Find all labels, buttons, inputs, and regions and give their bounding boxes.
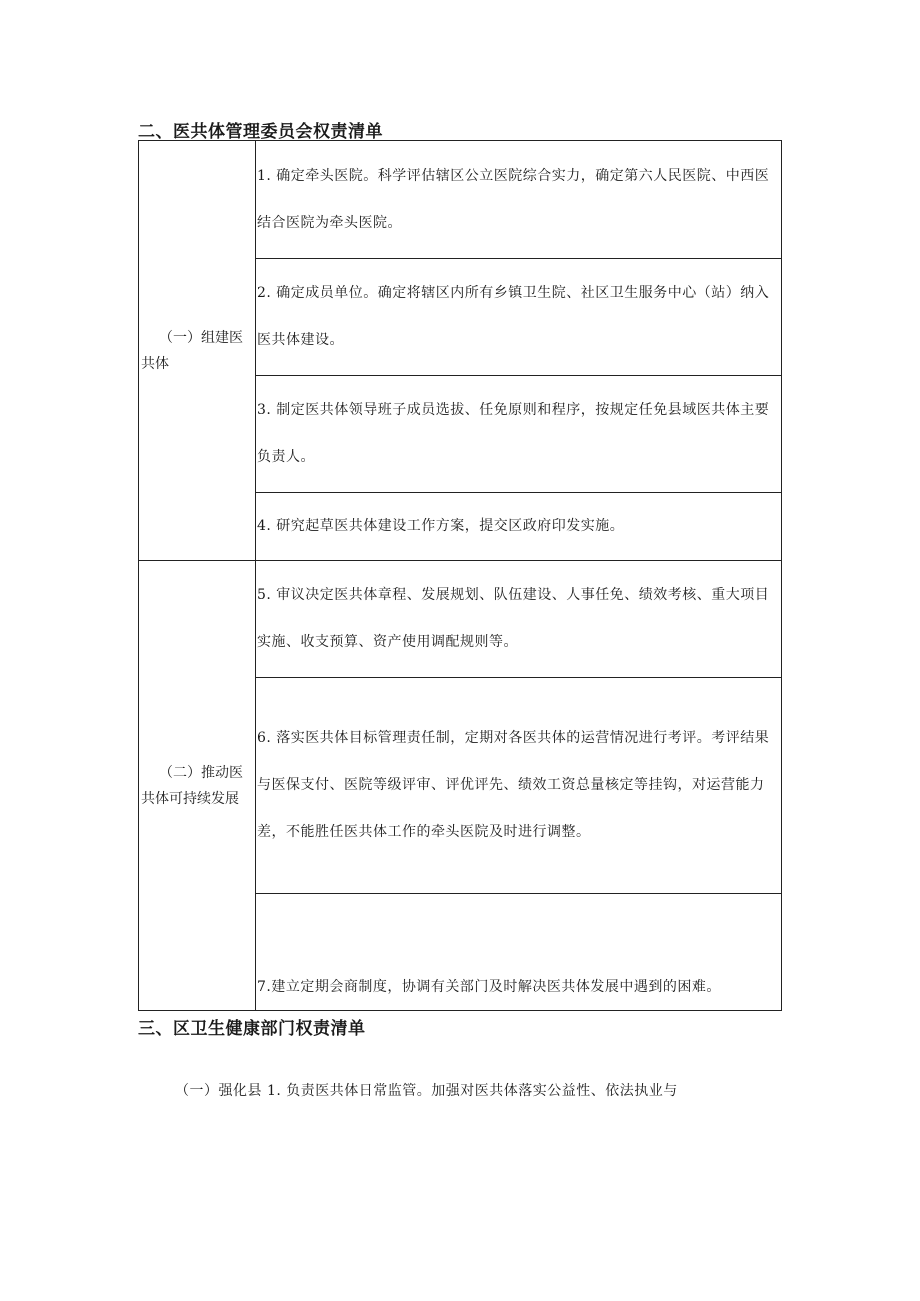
category-label: （一）组建医共体 (141, 329, 243, 372)
table-row (139, 561, 782, 678)
item-cell-6 (256, 678, 782, 894)
responsibility-table (138, 140, 782, 1011)
category-label: （二）推动医共体可持续发展 (141, 764, 243, 807)
table-row (139, 141, 782, 259)
item-text: 4. 研究起草医共体建设工作方案，提交区政府印发实施。 (257, 518, 625, 534)
item-cell-4 (256, 493, 782, 561)
item-cell-7 (256, 894, 782, 1011)
item-text: 5. 审议决定医共体章程、发展规划、队伍建设、人事任免、绩效考核、重大项目实施、收支预算、资产使用调配规则等。 (257, 587, 770, 650)
item-text: 2. 确定成员单位。确定将辖区内所有乡镇卫生院、社区卫生服务中心（站）纳入医共体建设。 (257, 285, 770, 348)
item-cell-2 (256, 259, 782, 376)
section3-first-line: （一）强化县 1. 负责医共体日常监管。加强对医共体落实公益性、依法执业与 (175, 1083, 678, 1099)
category-cell-sustain (139, 561, 256, 1011)
item-text: 6. 落实医共体目标管理责任制，定期对各医共体的运营情况进行考评。考评结果与医保支付、医院等级评审、评优评先、绩效工资总量核定等挂钩，对运营能力差，不能胜任医共体工作的牵头医院及时进行调整。 (257, 730, 770, 840)
item-text: 3. 制定医共体领导班子成员选拔、任免原则和程序，按规定任免县域医共体主要负责人。 (257, 402, 770, 465)
section-heading-health-dept: 三、区卫生健康部门权责清单 (138, 1019, 366, 1039)
item-text: 7.建立定期会商制度，协调有关部门及时解决医共体发展中遇到的困难。 (257, 979, 721, 995)
item-cell-1 (256, 141, 782, 259)
item-cell-3 (256, 376, 782, 493)
section-heading-committee: 二、医共体管理委员会权责清单 (138, 122, 383, 142)
item-cell-5 (256, 561, 782, 678)
category-cell-establish (139, 141, 256, 561)
item-text: 1. 确定牵头医院。科学评估辖区公立医院综合实力，确定第六人民医院、中西医结合医院为牵头医院。 (257, 167, 770, 231)
